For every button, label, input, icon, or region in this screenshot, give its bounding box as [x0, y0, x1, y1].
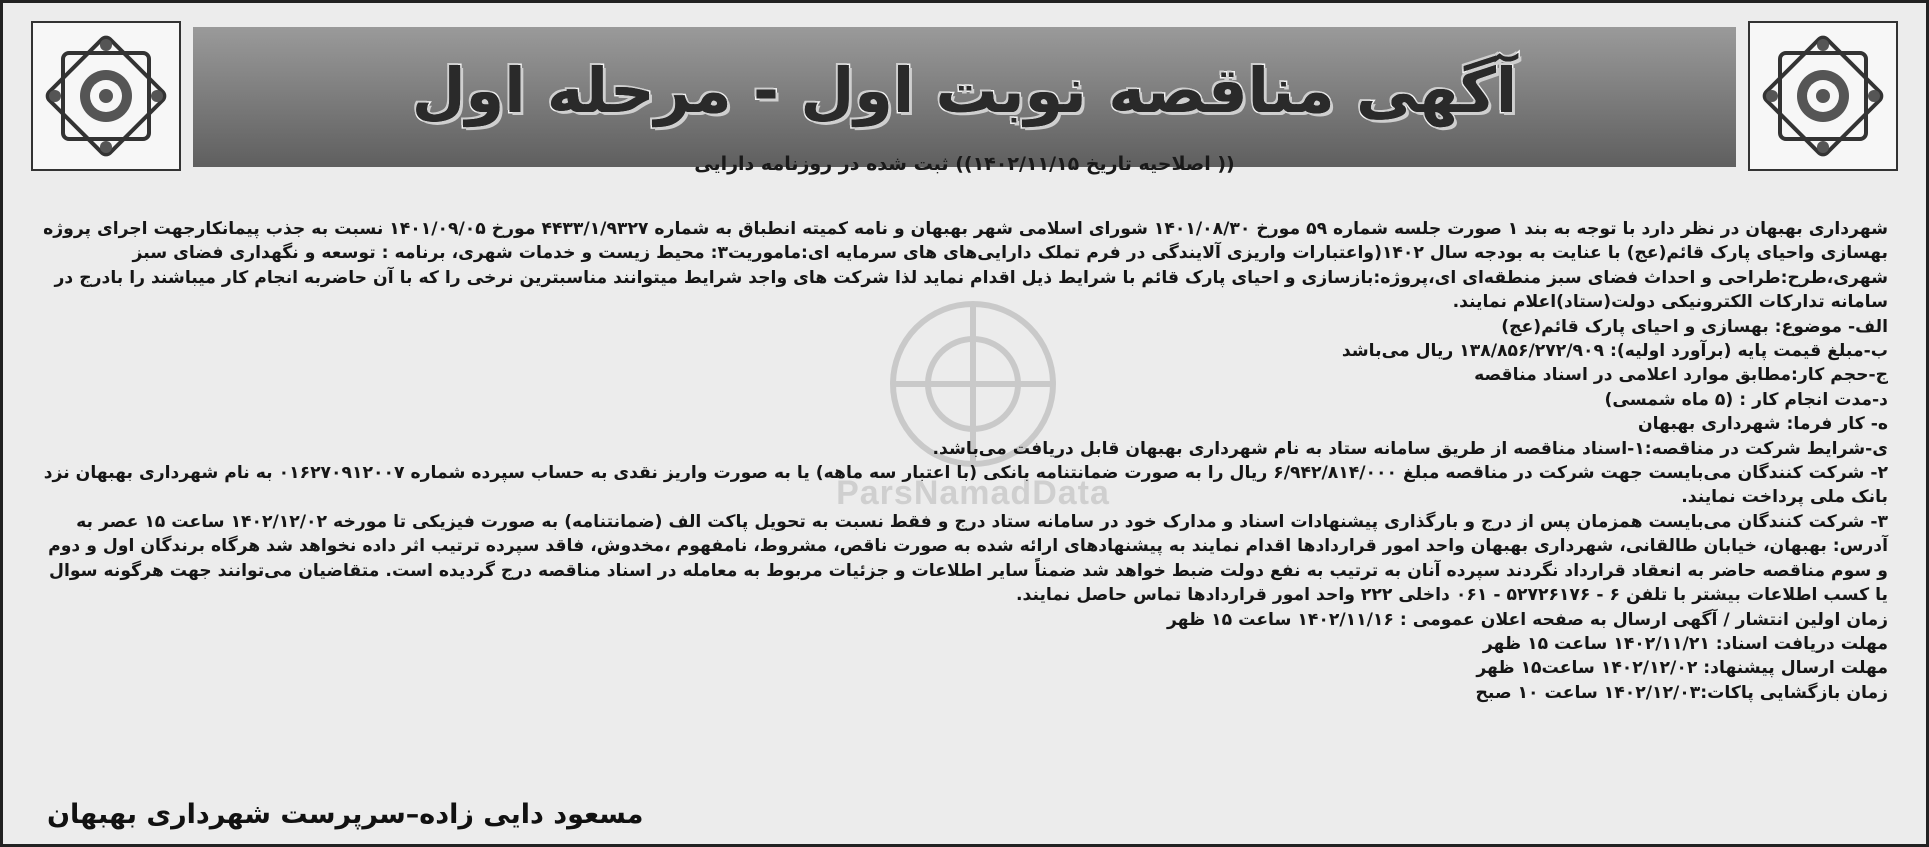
item-offer-deadline: مهلت ارسال پیشنهاد: ۱۴۰۲/۱۲/۰۲ ساعت۱۵ ظهر	[1476, 658, 1888, 679]
municipality-emblem-icon	[31, 21, 181, 171]
item-subject: الف- موضوع: بهسازی و احیای پارک قائم(عج)	[1501, 316, 1888, 337]
item-condition-3: ۳- شرکت کنندگان می‌بایست همزمان پس از درج و بارگذاری پیشنهادات اسناد و مدارک خود در سامانه ستاد درج و فقط نسبت به تحویل پاکت الف (ضمانتنامه) به صورت فیزیکی تا مورخه ۱۴۰۲/۱۲/۰۲ ساعت ۱۵ عصر به آدرس: بهبهان، خیابان طالقانی، شهرداری بهبهان واحد امور قراردادها اقدام نمایند به پیشنهادهای ارائه شده به صورت ناقص، مشروط، نامفهوم ،مخدوش، فاقد سپرده ترتیب اثر داده نخواهد شد هرگاه برندگان اول و دوم و سوم مناقصه حاضر به انعقاد قرارداد نگردند سپرده آنان به ترتیب به نفع دولت ضبط خواهد شد ضمناً سایر اطلاعات و جزئیات مربوط به معامله در اسناد مناقصه درج گردیده است. متقاضیان می‌توانند جهت هرگونه سوال یا کسب اطلاعات بیشتر با تلفن ۶ - ۵۲۷۲۶۱۷۶ - ۰۶۱ داخلی ۲۲۲ واحد امور قراردادها تماس حاصل نمایند.	[48, 511, 1888, 606]
watermark-text: ParsNamadData	[836, 474, 1110, 512]
item-duration: د-مدت انجام کار : (۵ ماه شمسی)	[1604, 389, 1888, 410]
item-condition-1: ی-شرایط شرکت در مناقصه:۱-اسناد مناقصه از طریق سامانه ستاد به نام شهرداری بهبهان قابل دریافت می‌باشد.	[932, 438, 1888, 459]
item-base-price: ب-مبلغ قیمت پایه (برآورد اولیه): ۱۳۸/۸۵۶/۲۷۲/۹۰۹ ریال می‌باشد	[1341, 341, 1888, 362]
intro-paragraph: شهرداری بهبهان در نظر دارد با توجه به بند ۱ صورت جلسه شماره ۵۹ مورخ ۱۴۰۱/۰۸/۳۰ شورای اسلامی شهر بهبهان و نامه کمیته انطباق به شماره ۴۴۳۳/۱/۹۳۲۷ مورخ ۱۴۰۱/۰۹/۰۵ نسبت به جذب پیمانکارجهت اجرای پروژه بهسازی واحیای پارک قائم(عج) با عنایت به بودجه سال ۱۴۰۲(واعتبارات واریزی آلایندگی در فرم تملک دارایی‌های های سرمایه ای:ماموریت۳: محیط زیست و خدمات شهری، برنامه : توسعه و نگهداری فضای سبز شهری،طرح:طراحی و احداث فضای سبز منطقه‌ای ای،پروژه:بازسازی و احیای پارک قائم با شرایط ذیل اقدام نماید لذا شرکت های واجد شرایط میتوانند مناسبترین نرخی را که با آن حاضربه انجام کار میباشند را بادرج در سامانه تدارکات الکترونیکی دولت(ستاد)اعلام نمایند.	[43, 219, 1888, 313]
item-first-publish: زمان اولین انتشار / آگهی ارسال به صفحه اعلان عمومی : ۱۴۰۲/۱۱/۱۶ ساعت ۱۵ ظهر	[1166, 609, 1888, 630]
item-condition-2: ۲- شرکت کنندگان می‌بایست جهت شرکت در مناقصه مبلغ ۶/۹۴۲/۸۱۴/۰۰۰ ریال را به صورت ضمانتنامه بانکی (با اعتبار سه ماهه) یا به صورت واریز نقدی به حساب سپرده شماره ۰۱۶۲۷۰۹۱۲۰۰۷ به نام شهرداری بهبهان نزد بانک ملی پرداخت نمایند.	[43, 463, 1888, 508]
municipality-emblem-icon	[1748, 21, 1898, 171]
page-title: آگهی مناقصه نوبت اول - مرحله اول	[411, 54, 1518, 127]
notice-body	[41, 217, 1888, 784]
item-employer: ه- کار فرما: شهرداری بهبهان	[1637, 414, 1888, 435]
item-work-volume: ج-حجم کار:مطابق موارد اعلامی در اسناد مناقصه	[1474, 365, 1888, 386]
page-subtitle: (( اصلاحیه تاریخ ۱۴۰۲/۱۱/۱۵)) ثبت شده در روزنامه دارایی	[694, 153, 1235, 175]
item-opening-time: زمان بازگشایی پاکات:۱۴۰۲/۱۲/۰۳ ساعت ۱۰ صبح	[1475, 682, 1888, 703]
signature: مسعود دایی زاده–سرپرست شهرداری بهبهان	[47, 799, 644, 830]
item-doc-deadline: مهلت دریافت اسناد: ۱۴۰۲/۱۱/۲۱ ساعت ۱۵ ظهر	[1482, 633, 1888, 654]
